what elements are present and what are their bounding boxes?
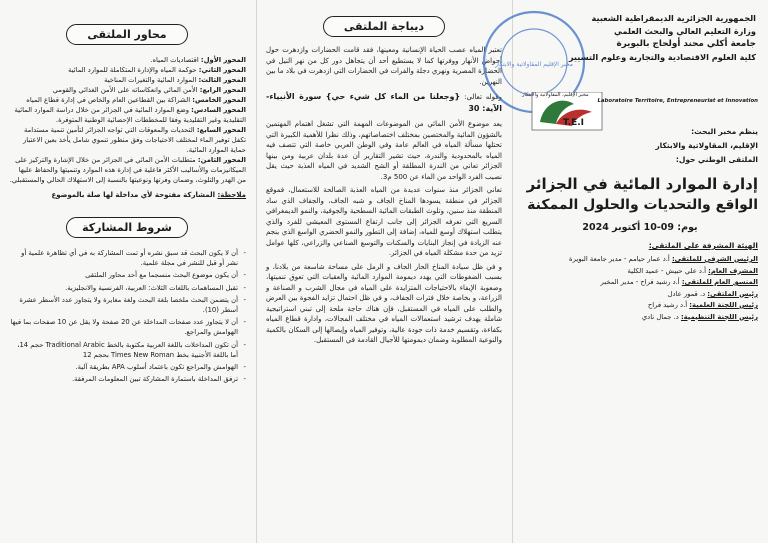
axes-title: محاور الملتقى	[66, 24, 188, 45]
conditions-list	[8, 248, 246, 384]
left-panel	[0, 0, 256, 543]
axis-item: المحور الثالث: الموارد المائية والتغيرات المناخية	[104, 76, 246, 84]
quran-verse: وقوله تعالى: {وجعلنا من الماء كل شيء حي} سورة الأنبياء- الآية: 30	[266, 92, 503, 113]
title-line: الواقع والتحديات والحلول الممكنة	[527, 197, 758, 213]
middle-panel	[256, 0, 512, 543]
event-date: يوم: 09-10 أكتوبر 2024	[582, 222, 698, 233]
svg-text:مخبر الإقليم المقاولاتية والاب: مخبر الإقليم المقاولاتية والابتكار	[494, 61, 574, 68]
condition-item: - أن لا يكون البحث قد سبق نشره أو تمت المشاركة به في أي تظاهرة علمية أو نشر أو قبل للنشر في مجلة علمية.	[8, 248, 246, 268]
axis-item: المحور السابع: التحديات والمعوقات التي تواجه الجزائر لتأمين تنمية مستدامة تكفل توفير الماء لمختلف الاحتياجات وفق منظور تنموي شامل يأخذ بعين الاعتبار حماية الموارد المائية.	[22, 126, 246, 154]
axis-item: المحور الرابع: الأمن المائي وانعكاساته على الأمن الغذائي والقومي	[52, 86, 246, 94]
preamble-paragraph: تعاني الجزائر منذ سنوات عديدة من المياه العذبة الصالحة للاستعمال، فموقع الجزائر في منطقة يسودها المناخ الجاف و شبه الجاف، والجفاف الذي ساد المنطقة منذ سنين، وتلوث الطبقات المائية السطحية والجوفية، والنمو الديمغرافي السريع التي تعرفه الجزائر إلى جانب ارتفاع المستوى المعيشي للفرد والذي يتطلب استهلاك أوسع للمياه، إضافة إلى التطور والنمو الحضري الواسع الذي ينجم عنه الزيادة في إنجاز البنايات والسكنات والتوسع الصناعي والزراعي، كلها عوامل تزيد من حدة مشكلة المياه في الجزائر.	[266, 186, 502, 257]
conditions-title: شروط المشاركة	[66, 217, 188, 238]
axis-item: المحور الأول: اقتصاديات المياه.	[150, 56, 246, 64]
svg-text:مخبر الإقليم، المقاولاتية والا	[480, 8, 483, 11]
svg-text:T.E.I: T.E.I	[562, 118, 584, 128]
organizer-line: الملتقى الوطني حول:	[675, 155, 758, 164]
preamble-paragraph: و في ظل سيادة المناخ الحار الجاف و الرمل على مساحة شاسعة من بلادنا، و بسبب الضغوطات التي يهدد ديمومة الموارد المائية والعقبات التي تعوق تنميتها، وصعوبة الإيفاء بالاحتياجات المتزايدة على المياه في مجال الشرب و الصناعة و الزراعة، و بخاصة خلال فترات الجفاف، و في ظل احتمال تزايد الفجوة بين العرض والطلب على المياه في المستقبل، فإن هناك حاجة ملحة إلى تبني استراتيجية شاملة يهدف ترشيد استعمالات المياه في مختلف المجالات، وادارة قطاع المياه بكفاءة، وتقسيم خدمة ذات جودة عالية، وتوفير المياه وإيصالها إلى السكان بالكمية والنوعية المطلوبة وضمان ديمومتها للأجيال القادمة في المستقبل.	[266, 262, 502, 344]
title-line: إدارة الموارد المائية في الجزائر	[526, 175, 758, 193]
preamble-paragraph: تعتبر المياه عصب الحياة الإنسانية ومعينها، فقد قامت الحضارات وازدهرت حول أحواض الأنهار ووفرتها كما لا يستطيع أحد أن يتجاهل دور كل من نهر النيل في الحضارة المصرية ونهري دجلة والفرات في الحضارات التي ازدهرت في بلاد ما بين النهرين.	[266, 46, 502, 86]
committee-item: المشرف العام: أ.د علي حبيش - عميد الكلية	[627, 266, 758, 275]
event-title	[522, 174, 758, 216]
committee-item: المنسق العام للملتقى: أ.د رشيد فراح - مدير المخبر	[600, 278, 758, 286]
condition-item: - الهوامش والمراجع تكون باعتماد أسلوب APA بطريقة آلية.	[8, 362, 246, 372]
axis-item: المحور الخامس: الشراكة بين القطاعين العام والخاص في إدارة قطاع المياه	[26, 96, 246, 104]
header-line: وزارة التعليم العالي والبحث العلمي	[614, 26, 756, 36]
condition-item: - أن تكون المداخلات باللغة العربية مكتوبة بالخط Traditional Arabic حجم 14، أما باللغة الأجنبية بخط Times New Roman بحجم 12	[8, 340, 246, 360]
header-line: جامعة أكلي محند أولحاج بالبويرة	[616, 39, 756, 49]
institution-header	[522, 12, 756, 64]
axis-item: المحور الثامن: متطلبات الأمن المائي في الجزائر من خلال الإشارة والتركيز على الميكانيزمات والأساليب الأكثر فاعلية في إدارة هذه الموارد وتنميتها والحفاظ عليها من الهدر والتلوث، وضمان وفرتها ونوعيتها بالنسبة إلى الاستهلاك الحالي والمستقبلي.	[9, 156, 246, 184]
lab-name-block	[522, 92, 758, 104]
preamble-title: ديباجة الملتقى	[323, 16, 445, 37]
right-panel	[494, 0, 768, 543]
organizer-line: الإقليم، المقاولاتية والابتكار	[655, 141, 758, 150]
axis-item: المحور الثاني: حوكمة المياه والإدارة المتكاملة للموارد المائية	[68, 66, 246, 74]
condition-item: - تقبل المساهمات باللغات الثلاث: العربية، الفرنسية والانجليزية.	[8, 283, 246, 293]
lab-name-ar: مخبر الإقليم، المقاولاتية والابتكار	[522, 92, 589, 98]
condition-item: - أن يكون موضوع البحث منسجما مع أحد محاور الملتقى	[8, 270, 246, 280]
committee-title: الهيئة المشرفة على الملتقى:	[648, 241, 758, 250]
axis-item: المحور السادس: وضع الموارد المائية في الجزائر من خلال دراسة الموارد المائية التقليدية وغير التقليدية وفقا للمخططات الإحصائية الوطنية المتوفرة.	[14, 106, 246, 124]
preamble-paragraph: يعد موضوع الأمن المائي من الموضوعات المهمة التي تشغل اهتمام المهتمين بالشؤون المائية والمختصين بمختلف اختصاصاتهم، وذلك نظرا للأهمية الكبيرة التي تحتلها مسألة المياه في العالم عامة وفي الوطن العربي خاصة التي تتصف فيه المياه بالمحدودية والندرة، حيث تشير التقارير أن عدة بلدان عربية ومن بينها الجزائر تعاني من الندرة المطلقة أو الشح الشديد في المياه العذبة حيث يقل نصيب الفرد الواحد من الماء عن 500 م3.	[266, 120, 502, 181]
lab-name-fr: Laboratoire Territoire, Entrepreneuriat et Innovation	[597, 98, 758, 104]
committee-item: الرئيس الشرفي للملتقى: أ.د عمار حيامم - مدير جامعة البويرة	[569, 255, 758, 263]
organizer-line: ينظم مخبر البحث:	[691, 127, 758, 136]
committee-item: رئيس الملتقى: د. قمور عادل	[667, 289, 758, 298]
condition-item: - ترفق المداخلة باستمارة المشاركة تبين المعلومات المرفقة.	[8, 374, 246, 384]
condition-item: - أن لا يتجاوز عدد صفحات المداخلة عن 20 صفحة ولا يقل عن 10 صفحات بما فيها الهوامش والمراجع.	[8, 317, 246, 337]
header-line: كلية العلوم الاقتصادية والتجارية وعلوم التسيير	[568, 52, 756, 62]
axes-list	[8, 55, 246, 185]
committee-item: رئيس اللجنة التنظيمية: د. جمال نادي	[641, 312, 758, 321]
condition-item: - أن يتضمن البحث ملخصا بلغة البحث ولغة مغايرة ولا يتجاوز عدد الأسطر عشرة أسطر (10).	[8, 295, 246, 315]
header-line: الجمهورية الجزائرية الديمقراطية الشعبية	[591, 13, 756, 23]
committee-item: رئيس اللجنة العلمية: أ.د رشيد فراح	[647, 301, 758, 309]
participation-note: ملاحظة: المشاركة مفتوحة لأي مداخلة لها صلة بالموضوع	[51, 191, 246, 199]
committee-list	[522, 254, 758, 323]
